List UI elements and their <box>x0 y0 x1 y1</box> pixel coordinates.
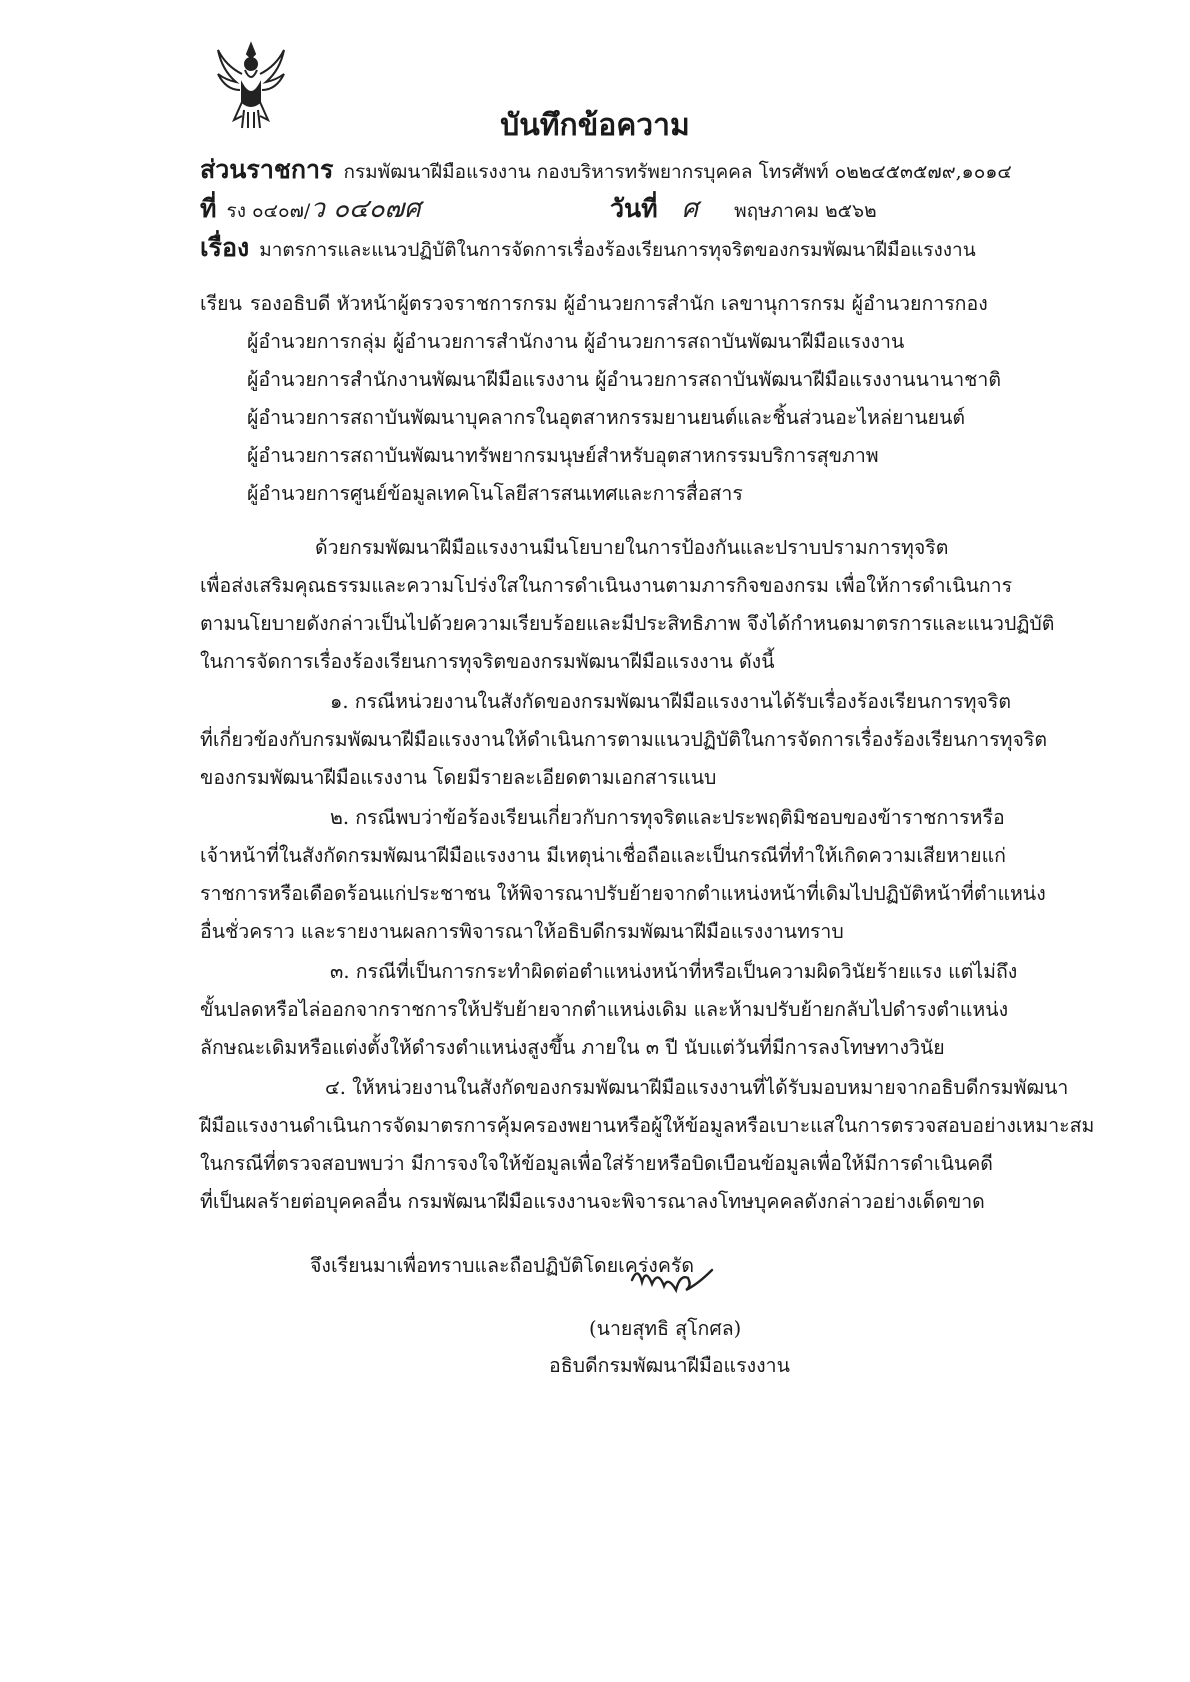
body-line: เจ้าหน้าที่ในสังกัดกรมพัฒนาฝีมือแรงงาน มีเหตุน่าเชื่อถือและเป็นกรณีที่ทำให้เกิดความเสียหายแก่ <box>200 844 1006 867</box>
reference-handwritten: ว ๐๔๐๗ศ <box>310 194 421 224</box>
date-label: วันที่ <box>610 194 658 223</box>
body-line: ของกรมพัฒนาฝีมือแรงงาน โดยมีรายละเอียดตามเอกสารแนบ <box>200 766 717 789</box>
signatory-position: อธิบดีกรมพัฒนาฝีมือแรงงาน <box>549 1354 790 1377</box>
signatory-name: (นายสุทธิ สุโกศล) <box>589 1317 742 1340</box>
addressee-line: ผู้อำนวยการศูนย์ข้อมูลเทคโนโลยีสารสนเทศและการสื่อสาร <box>247 482 743 505</box>
addressee-line: ผู้อำนวยการกลุ่ม ผู้อำนวยการสำนักงาน ผู้อำนวยการสถาบันพัฒนาฝีมือแรงงาน <box>247 330 905 353</box>
reference-printed: รง ๐๔๐๗/ <box>226 200 311 222</box>
body-line: ด้วยกรมพัฒนาฝีมือแรงงานมีนโยบายในการป้องกันและปราบปรามการทุจริต <box>315 536 949 559</box>
agency-label: ส่วนราชการ <box>200 155 334 184</box>
body-line: ลักษณะเดิมหรือแต่งตั้งให้ดำรงตำแหน่งสูงขึ้น ภายใน ๓ ปี นับแต่วันที่มีการลงโทษทางวินัย <box>200 1036 945 1059</box>
body-line: ๔. ให้หน่วยงานในสังกัดของกรมพัฒนาฝีมือแรงงานที่ได้รับมอบหมายจากอธิบดีกรมพัฒนา <box>325 1076 1069 1099</box>
body-line: ขั้นปลดหรือไล่ออกจากราชการให้ปรับย้ายจากตำแหน่งเดิม และห้ามปรับย้ายกลับไปดำรงตำแหน่ง <box>200 998 1009 1021</box>
addressee-line: รองอธิบดี หัวหน้าผู้ตรวจราชการกรม ผู้อำนวยการสำนัก เลขานุการกรม ผู้อำนวยการกอง <box>250 292 988 315</box>
closing-line: จึงเรียนมาเพื่อทราบและถือปฏิบัติโดยเคร่งครัด <box>310 1254 695 1277</box>
body-line: ราชการหรือเดือดร้อนแก่ประชาชน ให้พิจารณาปรับย้ายจากตำแหน่งหน้าที่เดิมไปปฏิบัติหน้าที่ตำแหน่ง <box>200 882 1046 905</box>
body-line: ๒. กรณีพบว่าข้อร้องเรียนเกี่ยวกับการทุจริตและประพฤติมิชอบของข้าราชการหรือ <box>330 806 1005 829</box>
body-line: ในการจัดการเรื่องร้องเรียนการทุจริตของกรมพัฒนาฝีมือแรงงาน ดังนี้ <box>200 650 775 673</box>
subject-value: มาตรการและแนวปฏิบัติในการจัดการเรื่องร้องเรียนการทุจริตของกรมพัฒนาฝีมือแรงงาน <box>259 239 976 261</box>
body-line: ๑. กรณีหน่วยงานในสังกัดของกรมพัฒนาฝีมือแรงงานได้รับเรื่องร้องเรียนการทุจริต <box>330 690 1011 713</box>
body-line: ๓. กรณีที่เป็นการกระทำผิดต่อตำแหน่งหน้าที่หรือเป็นความผิดวินัยร้ายแรง แต่ไม่ถึง <box>330 960 1018 983</box>
body-line: ตามนโยบายดังกล่าวเป็นไปด้วยความเรียบร้อยและมีประสิทธิภาพ จึงได้กำหนดมาตรการและแนวปฏิบัติ <box>200 612 1055 635</box>
reference-row <box>200 188 421 229</box>
body-line: ที่เป็นผลร้ายต่อบุคคลอื่น กรมพัฒนาฝีมือแรงงานจะพิจารณาลงโทษบุคคลดังกล่าวอย่างเด็ดขาด <box>200 1190 985 1213</box>
addressee-line: ผู้อำนวยการสถาบันพัฒนาทรัพยากรมนุษย์สำหรับอุตสาหกรรมบริการสุขภาพ <box>247 444 879 467</box>
body-line: ฝีมือแรงงานดำเนินการจัดมาตรการคุ้มครองพยานหรือผู้ให้ข้อมูลหรือเบาะแสในการตรวจสอบอย่างเหมาะสม <box>200 1114 1095 1137</box>
memo-title: บันทึกข้อความ <box>500 108 690 143</box>
agency-row <box>200 150 1012 190</box>
handwritten-signature-icon <box>628 1256 718 1296</box>
body-line: ในกรณีที่ตรวจสอบพบว่า มีการจงใจให้ข้อมูลเพื่อใส่ร้ายหรือบิดเบือนข้อมูลเพื่อให้มีการดำเนินคดี <box>200 1152 993 1175</box>
agency-value: กรมพัฒนาฝีมือแรงงาน กองบริหารทรัพยากรบุคคล โทรศัพท์ ๐๒๒๔๕๓๕๗๙,๑๐๑๔ <box>343 161 1012 183</box>
subject-label: เรื่อง <box>200 233 250 262</box>
date-day-handwritten: ศ <box>681 194 699 224</box>
addressee-line: ผู้อำนวยการสำนักงานพัฒนาฝีมือแรงงาน ผู้อำนวยการสถาบันพัฒนาฝีมือแรงงานนานาชาติ <box>247 368 1002 391</box>
date-row <box>610 188 877 229</box>
addressee-label: เรียน <box>200 292 242 315</box>
body-line: ที่เกี่ยวข้องกับกรมพัฒนาฝีมือแรงงานให้ดำเนินการตามแนวปฏิบัติในการจัดการเรื่องร้องเรียนการทุจริต <box>200 728 1048 751</box>
body-line: เพื่อส่งเสริมคุณธรรมและความโปร่งใสในการดำเนินงานตามภารกิจของกรม เพื่อให้การดำเนินการ <box>200 574 1013 597</box>
addressee-line: ผู้อำนวยการสถาบันพัฒนาบุคลากรในอุตสาหกรรมยานยนต์และชิ้นส่วนอะไหล่ยานยนต์ <box>247 406 966 429</box>
reference-label: ที่ <box>200 194 217 223</box>
date-month-year: พฤษภาคม ๒๕๖๒ <box>734 200 877 222</box>
subject-row <box>200 228 976 268</box>
body-line: อื่นชั่วคราว และรายงานผลการพิจารณาให้อธิบดีกรมพัฒนาฝีมือแรงงานทราบ <box>200 920 844 943</box>
